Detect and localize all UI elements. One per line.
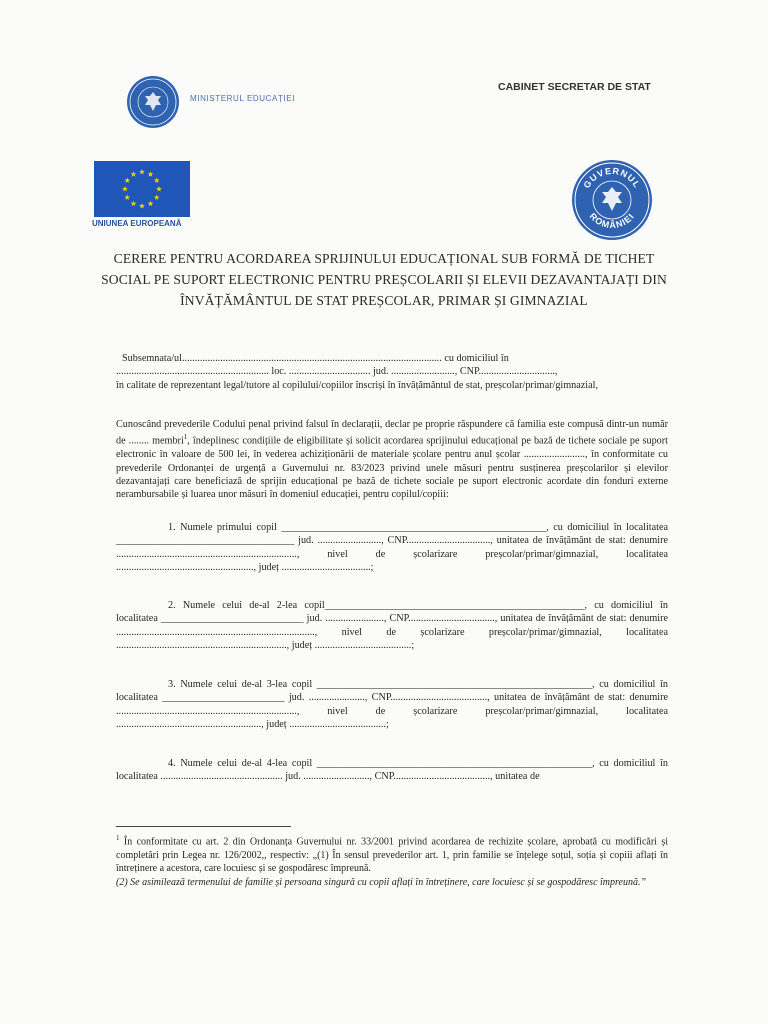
eu-flag-icon bbox=[94, 161, 190, 217]
eu-star bbox=[154, 178, 160, 183]
svg-text:ROMÂNIEI bbox=[588, 211, 637, 230]
document-title: CERERE PENTRU ACORDAREA SPRIJINULUI EDUCAȚIONAL SUB FORMĂ DE TICHET SOCIAL PE SUPORT ELECTRONIC PENTRU PREȘCOLARII ȘI ELEVII DEZAVANTAJAȚI DIN ÎNVĂȚĂMÂNTUL DE STAT PREȘCOLAR, PRIMAR ȘI GIMNAZIAL bbox=[101, 251, 667, 308]
footnote-text-1: În conformitate cu art. 2 din Ordonanța Guvernului nr. 33/2001 privind acordarea de rechizite școlare, aprobată cu modificări și completări prin Legea nr. 126/2002,, respectiv: „(1) În sensul prevederilor art. 1, prin familie se înțelege soțul, soția și copiii aflați în întreținere a acestora, care locuiesc și se gospodăresc împreună. bbox=[116, 836, 668, 875]
footnote-divider bbox=[116, 826, 291, 827]
eu-star bbox=[156, 186, 162, 191]
child-entry-2 bbox=[116, 599, 668, 653]
ministry-label: MINISTERUL EDUCAȚIEI bbox=[190, 94, 296, 103]
child-entry-3 bbox=[116, 678, 668, 732]
cabinet-label: CABINET SECRETAR DE STAT bbox=[498, 81, 651, 93]
eu-star bbox=[148, 201, 154, 206]
declaration-text-start: Cunoscând prevederile Codului penal privind falsul în declarații, declar pe proprie răspundere că familia este compusă dintr-un număr de ........ membri bbox=[116, 419, 668, 447]
footnote bbox=[116, 832, 668, 889]
government-seal-icon bbox=[127, 76, 179, 128]
eu-star bbox=[139, 203, 145, 208]
eu-star bbox=[122, 186, 128, 191]
government-romaniei-seal-icon bbox=[572, 160, 652, 240]
eu-caption: UNIUNEA EUROPEANĂ bbox=[92, 219, 182, 228]
applicant-section bbox=[116, 352, 668, 392]
child-entry-1 bbox=[116, 521, 668, 575]
seal-text-bottom: ROMÂNIEI bbox=[587, 210, 637, 231]
footnote-ref: 1 bbox=[183, 433, 188, 442]
child-entry-text: 4. Numele celui de-al 4-lea copil ______________________________________________________, cu domiciliul în localitatea ................................................ jud. .........................., CNP......................................, unitatea de bbox=[116, 758, 668, 783]
footnote-number: 1 bbox=[116, 834, 120, 842]
seal-text-top: GUVERNUL bbox=[581, 165, 643, 190]
declaration-text-end: , îndeplinesc condițiile de eligibilitate și solicit acordarea sprijinului educațional pe bază de tichete sociale pe suport electronic în valoare de 500 lei, în vederea achiziționării de materiale școlare pentru anul școlar ........................, în conformitate cu prevederile Ordonanței de urgență a Guvernului nr. 83/2023 privind unele măsuri pentru susținerea preșcolarilor și elevilor dezavantajați care beneficiază de sprijin educațional pe bază de tichete sociale pe suport electronic acordate din fonduri externe nerambursabile și luarea unor măsuri în domeniul educației, pentru copilul/copiii: bbox=[116, 435, 668, 501]
child-entry-4 bbox=[116, 757, 668, 784]
eu-star bbox=[124, 178, 130, 183]
eu-star bbox=[154, 195, 160, 200]
child-entry-text: 2. Numele celui de-al 2-lea copil___________________________________________________, cu domiciliul în localitatea ____________________________ jud. ......................., CNP.................................., unitatea de învățământ de stat: denumire .............................................................................., nivel de școlarizare preșcolar/primar/gimnazial, localitatea ..................................................................., județ ......................................; bbox=[116, 600, 668, 652]
applicant-line-3: în calitate de reprezentant legal/tutore al copilului/copiilor înscriși în învățământul de stat, preșcolar/primar/gimnazial, bbox=[116, 379, 599, 391]
eu-star bbox=[139, 169, 145, 174]
eu-star bbox=[131, 171, 137, 176]
eu-star bbox=[124, 195, 130, 200]
eu-star bbox=[131, 201, 137, 206]
eu-star bbox=[148, 171, 154, 176]
footnote-text-2: (2) Se asimilează termenului de familie și persoana singură cu copii aflați în întreținere, care locuiesc și se gospodăresc împreună.” bbox=[116, 876, 647, 888]
declaration-paragraph bbox=[116, 418, 668, 502]
child-entry-text: 3. Numele celui de-al 3-lea copil ______________________________________________________, cu domiciliul în localitatea ________________________ jud. ......................, CNP......................................, unitatea de învățământ de stat: denumire ......................................................................., nivel de școlarizare preșcolar/primar/gimnazial, localitatea ........................................................., județ ......................................; bbox=[116, 679, 668, 731]
applicant-line-1: Subsemnata/ul...................................................................................................... cu domiciliul în bbox=[122, 353, 509, 364]
applicant-line-2: ............................................................ loc. ................................ jud. ........................., CNP.............................., bbox=[116, 366, 558, 378]
child-entry-text: 1. Numele primului copil ____________________________________________________, cu domiciliul în localitatea ___________________________________ jud. ........................., CNP................................., unitatea de învățământ de stat: denumire ......................................................................., nivel de școlarizare preșcolar/primar/gimnazial, localitatea ......................................................, județ ...................................; bbox=[116, 522, 668, 574]
